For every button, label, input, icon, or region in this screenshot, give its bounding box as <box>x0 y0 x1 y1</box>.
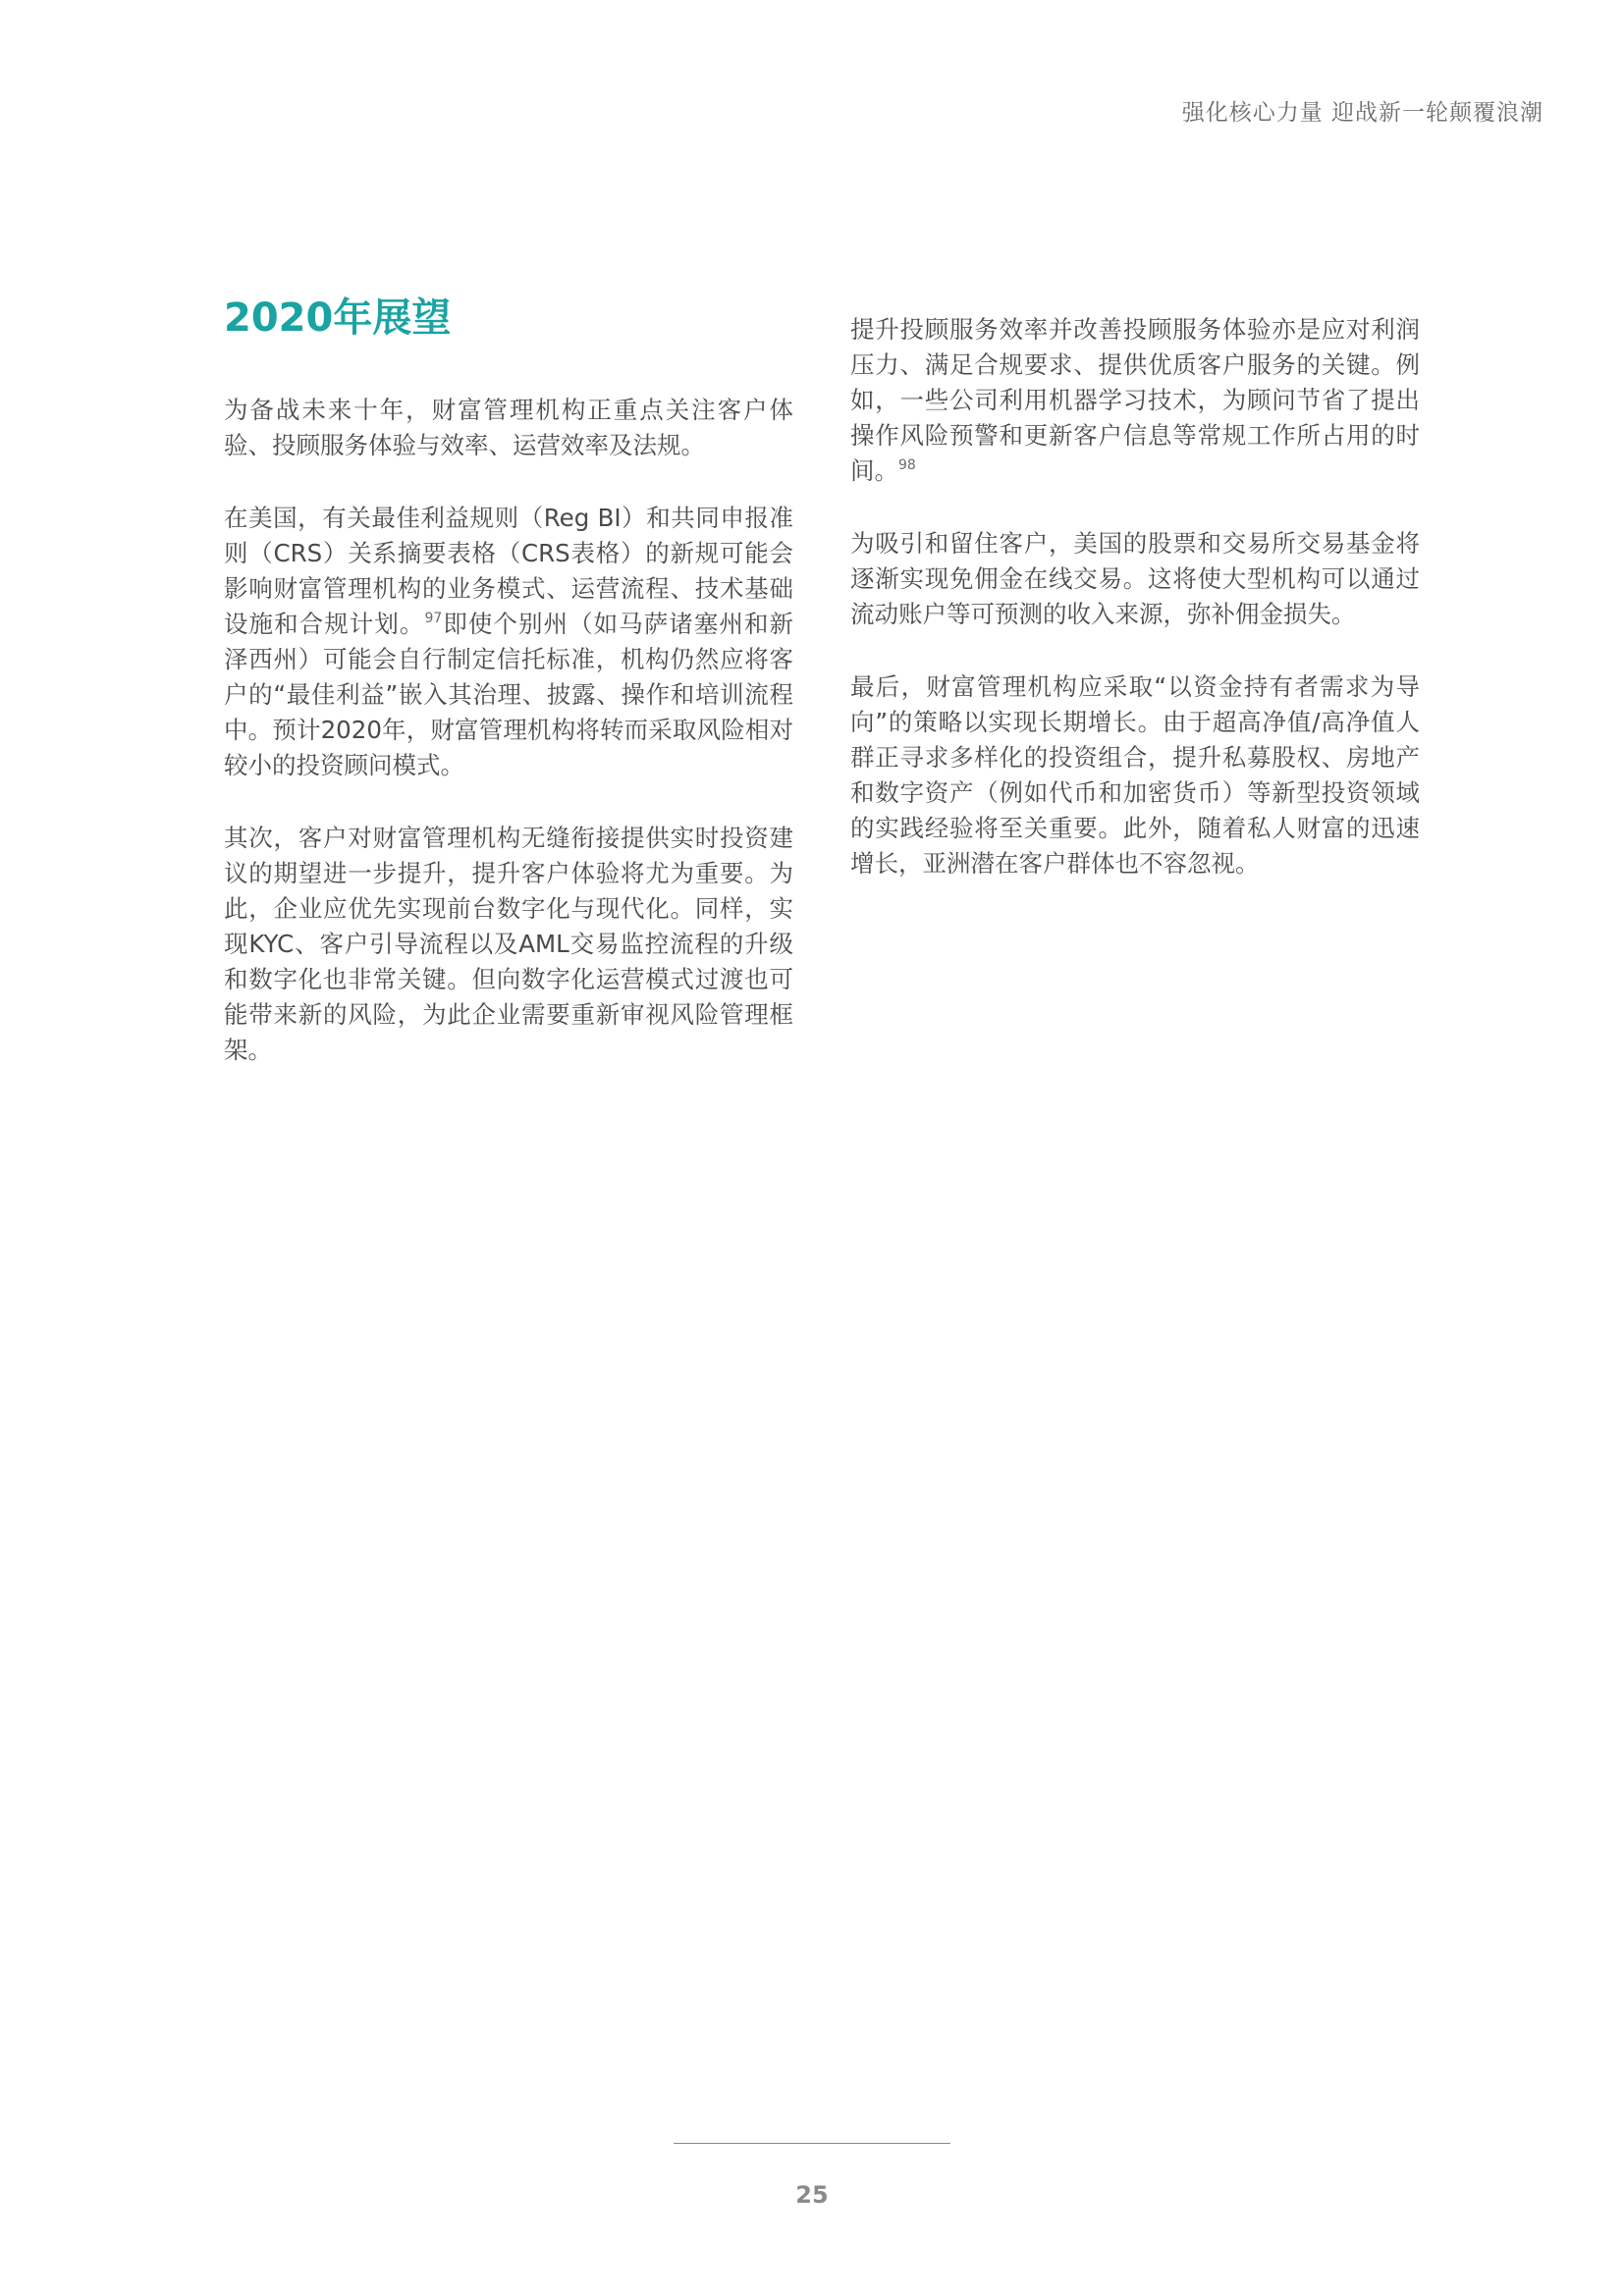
footer-divider <box>674 2143 950 2144</box>
page-number: 25 <box>795 2181 829 2209</box>
running-header: 强化核心力量 迎战新一轮颠覆浪潮 <box>1181 100 1543 126</box>
right-column <box>850 312 1420 919</box>
section-title: 2020年展望 <box>224 295 452 341</box>
paragraph: 提升投顾服务效率并改善投顾服务体验亦是应对利润压力、满足合规要求、提供优质客户服务的关键。例如，一些公司利用机器学习技术，为顾问节省了提出操作风险预警和更新客户信息等常规工作所占用的时间。$^{98}$ <box>850 315 1420 485</box>
paragraph: 在美国，有关最佳利益规则（Reg BI）和共同申报准则（CRS）关系摘要表格（CRS表格）的新规可能会影响财富管理机构的业务模式、运营流程、技术基础设施和合规计划。$^{97}$即使个别州（如马萨诸塞州和新泽西州）可能会自行制定信托标准，机构仍然应将客户的“最佳利益”嵌入其治理、披露、操作和培训流程中。预计2020年，财富管理机构将转而采取风险相对较小的投资顾问模式。 <box>224 504 794 779</box>
left-column <box>224 294 793 1105</box>
paragraph: 为备战未来十年，财富管理机构正重点关注客户体验、投顾服务体验与效率、运营效率及法规。 <box>224 396 793 459</box>
paragraph: 其次，客户对财富管理机构无缝衔接提供实时投资建议的期望进一步提升，提升客户体验将尤为重要。为此，企业应优先实现前台数字化与现代化。同样，实现KYC、客户引导流程以及AML交易监控流程的升级和数字化也非常关键。但向数字化运营模式过渡也可能带来新的风险，为此企业需要重新审视风险管理框架。 <box>224 824 793 1064</box>
paragraph: 为吸引和留住客户，美国的股票和交易所交易基金将逐渐实现免佣金在线交易。这将使大型机构可以通过流动账户等可预测的收入来源，弥补佣金损失。 <box>850 529 1420 628</box>
footnote-ref: 97 <box>424 611 443 626</box>
paragraph: 最后，财富管理机构应采取“以资金持有者需求为导向”的策略以实现长期增长。由于超高净值/高净值人群正寻求多样化的投资组合，提升私募股权、房地产和数字资产（例如代币和加密货币）等新型投资领域的实践经验将至关重要。此外，随着私人财富的迅速增长，亚洲潜在客户群体也不容忽视。 <box>850 672 1420 878</box>
footnote-ref: 98 <box>898 457 916 473</box>
